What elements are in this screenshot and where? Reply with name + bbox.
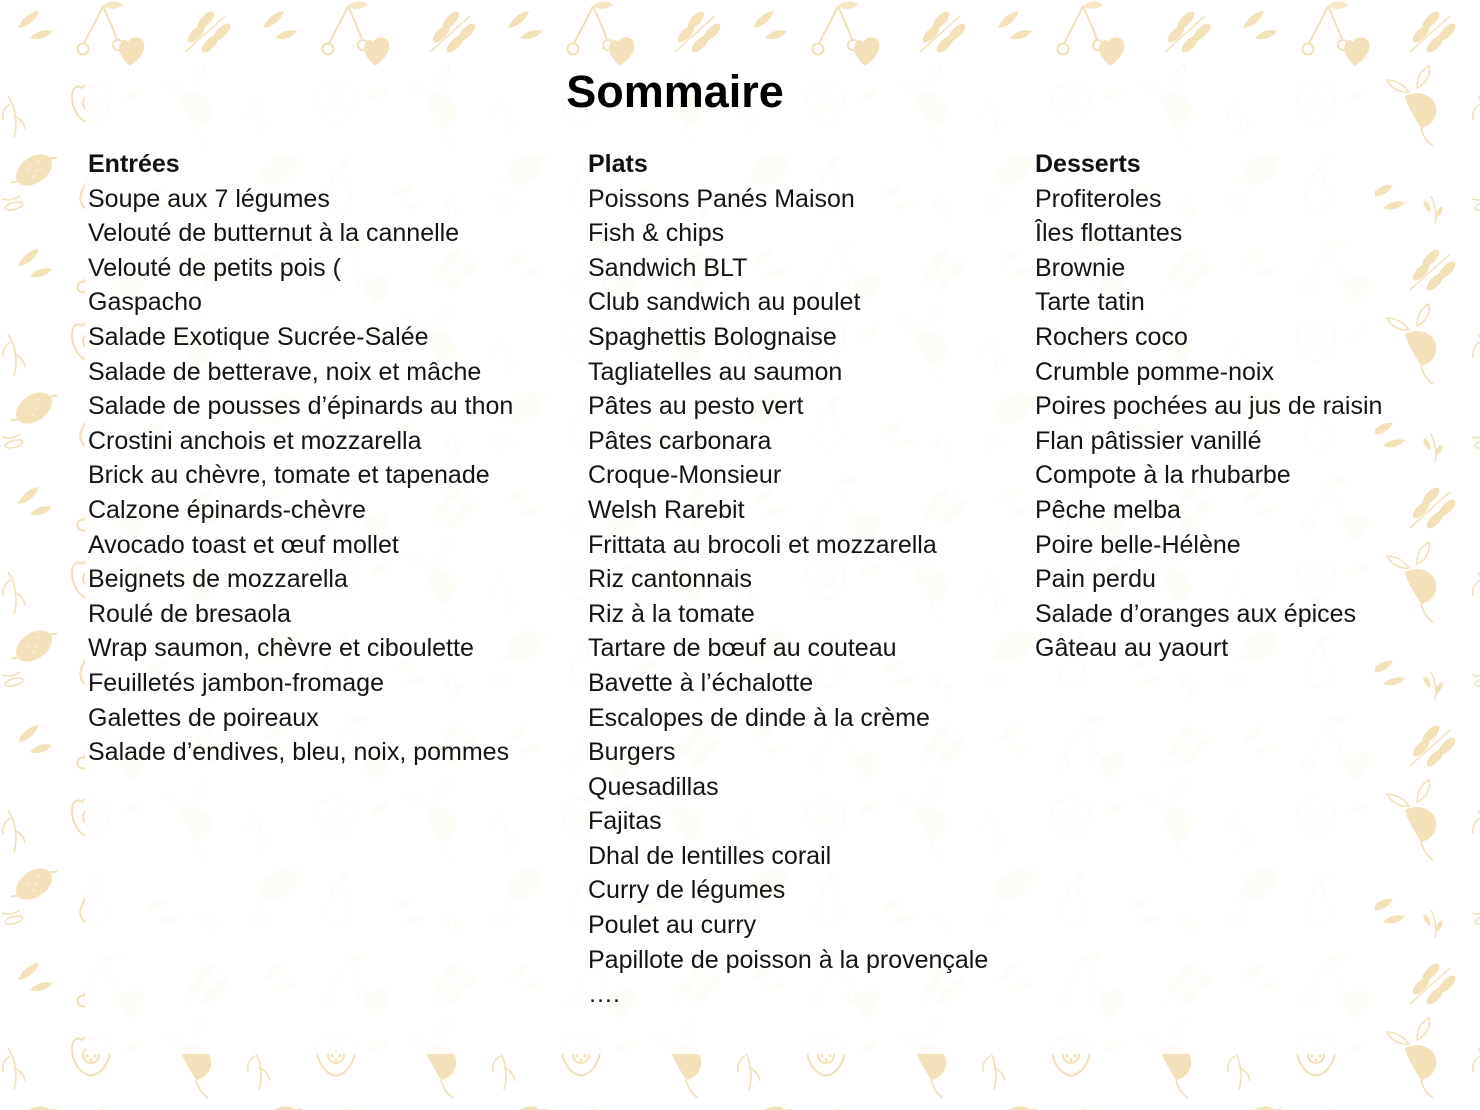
menu-item: Tagliatelles au saumon: [588, 357, 843, 386]
page-title: Sommaire: [566, 66, 784, 117]
menu-item: Dhal de lentilles corail: [588, 841, 832, 870]
menu-item: Bavette à l’échalotte: [588, 668, 814, 697]
menu-item: Rochers coco: [1035, 322, 1188, 351]
menu-item: Velouté de petits pois (: [88, 253, 341, 282]
menu-item: ….: [588, 980, 620, 1009]
menu-item: Poulet au curry: [588, 911, 757, 940]
menu-item: Velouté de butternut à la cannelle: [88, 219, 460, 248]
menu-item: Gaspacho: [88, 288, 202, 317]
menu-item: Welsh Rarebit: [588, 495, 745, 524]
menu-item: Frittata au brocoli et mozzarella: [588, 530, 937, 559]
menu-item: Profiteroles: [1035, 184, 1162, 213]
menu-item: Feuilletés jambon-fromage: [88, 668, 384, 697]
menu-item: Salade de betterave, noix et mâche: [88, 357, 482, 386]
menu-item: Quesadillas: [588, 772, 719, 801]
menu-item: Salade de pousses d’épinards au thon: [88, 392, 514, 421]
menu-item: Papillote de poisson à la provençale: [588, 945, 989, 974]
menu-item: Poires pochées au jus de raisin: [1035, 392, 1383, 421]
menu-column-plats: [588, 147, 1035, 1012]
menu-item: Wrap saumon, chèvre et ciboulette: [88, 634, 474, 663]
menu-item: Burgers: [588, 738, 676, 767]
menu-item: Croque-Monsieur: [588, 461, 782, 490]
menu-column-entrees: [88, 147, 588, 770]
menu-item: Salade Exotique Sucrée-Salée: [88, 322, 429, 351]
menu-item: Salade d’endives, bleu, noix, pommes: [88, 738, 510, 767]
menu-item: Pâtes au pesto vert: [588, 392, 804, 421]
menu-item: Pêche melba: [1035, 495, 1181, 524]
menu-item: Beignets de mozzarella: [88, 565, 348, 594]
menu-item: Avocado toast et œuf mollet: [88, 530, 399, 559]
menu-item: Curry de légumes: [588, 876, 786, 905]
menu-item: Compote à la rhubarbe: [1035, 461, 1291, 490]
menu-item: Poire belle-Hélène: [1035, 530, 1241, 559]
menu-item-list-plats: [588, 182, 1035, 1012]
menu-item: Pâtes carbonara: [588, 426, 772, 455]
menu-item: Calzone épinards-chèvre: [88, 495, 366, 524]
menu-item: Tarte tatin: [1035, 288, 1145, 317]
menu-item: Escalopes de dinde à la crème: [588, 703, 930, 732]
menu-item: Galettes de poireaux: [88, 703, 319, 732]
menu-item: Îles flottantes: [1035, 219, 1183, 248]
menu-item-list-desserts: [1035, 182, 1455, 666]
menu-item: Gâteau au yaourt: [1035, 634, 1229, 663]
menu-item: Brick au chèvre, tomate et tapenade: [88, 461, 490, 490]
menu-item: Roulé de bresaola: [88, 599, 291, 628]
menu-item: Tartare de bœuf au couteau: [588, 634, 897, 663]
menu-item: Spaghettis Bolognaise: [588, 322, 837, 351]
menu-item: Crumble pomme-noix: [1035, 357, 1274, 386]
menu-column-desserts: [1035, 147, 1455, 666]
menu-item: Fajitas: [588, 807, 662, 836]
column-header-plats: Plats: [588, 150, 648, 178]
menu-item: Soupe aux 7 légumes: [88, 184, 330, 213]
column-header-desserts: Desserts: [1035, 150, 1141, 178]
menu-item: Brownie: [1035, 253, 1126, 282]
menu-columns: [88, 147, 1455, 1012]
menu-item-list-entrees: [88, 182, 588, 770]
menu-item: Poissons Panés Maison: [588, 184, 855, 213]
menu-item: Salade d’oranges aux épices: [1035, 599, 1357, 628]
menu-item: Crostini anchois et mozzarella: [88, 426, 422, 455]
menu-item: Fish & chips: [588, 219, 725, 248]
menu-item: Pain perdu: [1035, 565, 1156, 594]
menu-item: Riz à la tomate: [588, 599, 755, 628]
menu-item: Flan pâtissier vanillé: [1035, 426, 1262, 455]
menu-item: Riz cantonnais: [588, 565, 752, 594]
menu-item: Club sandwich au poulet: [588, 288, 861, 317]
menu-item: Sandwich BLT: [588, 253, 748, 282]
column-header-entrees: Entrées: [88, 150, 180, 178]
